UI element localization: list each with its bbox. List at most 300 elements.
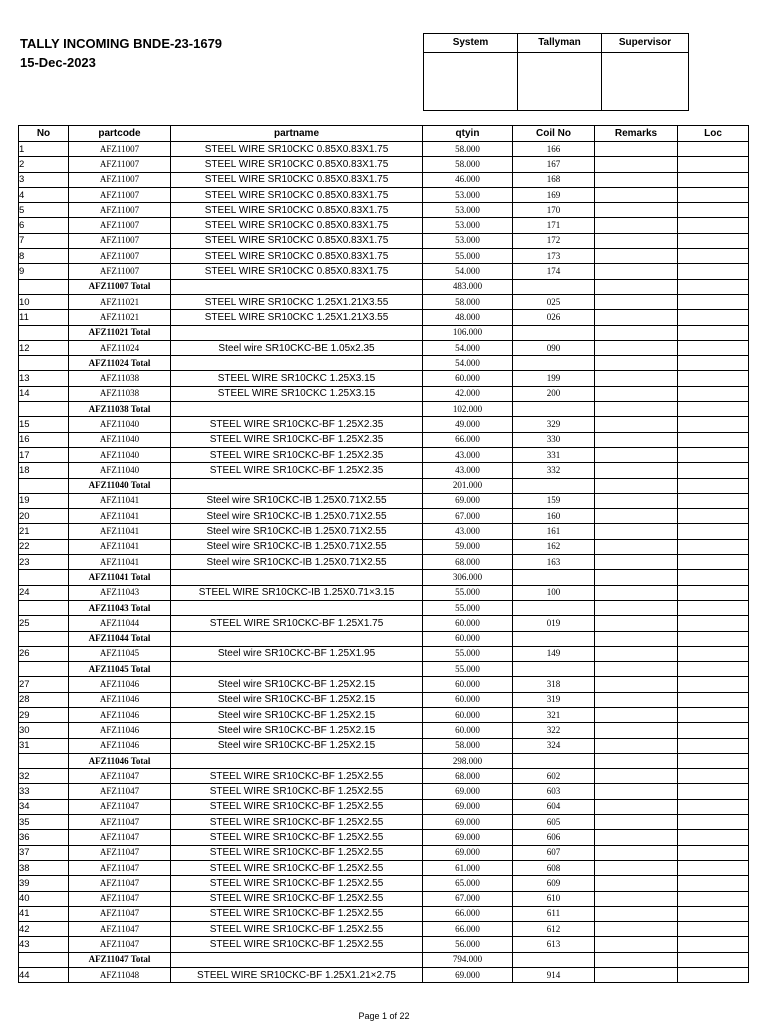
cell-no: 16 bbox=[19, 432, 69, 447]
cell-loc bbox=[678, 692, 749, 707]
cell-remarks bbox=[595, 325, 678, 340]
subtotal-row bbox=[19, 478, 749, 493]
cell-qtyin: 68.000 bbox=[423, 555, 513, 570]
cell-remarks bbox=[595, 432, 678, 447]
cell-qtyin: 48.000 bbox=[423, 310, 513, 325]
cell-qtyin: 66.000 bbox=[423, 432, 513, 447]
table-row bbox=[19, 386, 749, 401]
cell-coil-no: 613 bbox=[513, 937, 595, 952]
cell-loc bbox=[678, 968, 749, 983]
cell-qtyin: 66.000 bbox=[423, 906, 513, 921]
cell-coil-no: 321 bbox=[513, 707, 595, 722]
cell-loc bbox=[678, 157, 749, 172]
cell-partcode: AFZ11024 Total bbox=[69, 356, 171, 371]
cell-no: 27 bbox=[19, 677, 69, 692]
cell-qtyin: 58.000 bbox=[423, 738, 513, 753]
cell-partname bbox=[171, 952, 423, 967]
cell-qtyin: 201.000 bbox=[423, 478, 513, 493]
cell-remarks bbox=[595, 600, 678, 615]
table-row bbox=[19, 815, 749, 830]
cell-qtyin: 69.000 bbox=[423, 845, 513, 860]
table-row bbox=[19, 585, 749, 600]
cell-qtyin: 67.000 bbox=[423, 891, 513, 906]
cell-coil-no: 162 bbox=[513, 539, 595, 554]
cell-partname: Steel wire SR10CKC-IB 1.25X0.71X2.55 bbox=[171, 524, 423, 539]
table-row bbox=[19, 784, 749, 799]
cell-no: 13 bbox=[19, 371, 69, 386]
cell-loc bbox=[678, 509, 749, 524]
table-row bbox=[19, 264, 749, 279]
cell-no: 42 bbox=[19, 922, 69, 937]
cell-no bbox=[19, 478, 69, 493]
cell-remarks bbox=[595, 738, 678, 753]
cell-qtyin: 43.000 bbox=[423, 463, 513, 478]
cell-coil-no: 319 bbox=[513, 692, 595, 707]
cell-partname: Steel wire SR10CKC-IB 1.25X0.71X2.55 bbox=[171, 555, 423, 570]
cell-partname: STEEL WIRE SR10CKC-BF 1.25X2.55 bbox=[171, 922, 423, 937]
cell-no: 40 bbox=[19, 891, 69, 906]
table-row bbox=[19, 340, 749, 355]
cell-partname: Steel wire SR10CKC-IB 1.25X0.71X2.55 bbox=[171, 539, 423, 554]
cell-partcode: AFZ11038 bbox=[69, 386, 171, 401]
cell-qtyin: 60.000 bbox=[423, 692, 513, 707]
cell-remarks bbox=[595, 249, 678, 264]
cell-coil-no: 026 bbox=[513, 310, 595, 325]
cell-loc bbox=[678, 172, 749, 187]
cell-loc bbox=[678, 784, 749, 799]
cell-partcode: AFZ11007 bbox=[69, 172, 171, 187]
cell-coil-no: 604 bbox=[513, 799, 595, 814]
cell-loc bbox=[678, 524, 749, 539]
cell-no: 32 bbox=[19, 769, 69, 784]
signoff-cell-supervisor bbox=[602, 53, 688, 110]
document-title: TALLY INCOMING BNDE-23-1679 bbox=[20, 36, 223, 51]
cell-partname: STEEL WIRE SR10CKC 0.85X0.83X1.75 bbox=[171, 142, 423, 157]
cell-no bbox=[19, 279, 69, 294]
cell-coil-no: 914 bbox=[513, 968, 595, 983]
cell-partname: Steel wire SR10CKC-BF 1.25X2.15 bbox=[171, 692, 423, 707]
cell-qtyin: 55.000 bbox=[423, 662, 513, 677]
table-row bbox=[19, 799, 749, 814]
cell-qtyin: 43.000 bbox=[423, 524, 513, 539]
cell-partname: STEEL WIRE SR10CKC 1.25X3.15 bbox=[171, 371, 423, 386]
cell-coil-no: 609 bbox=[513, 876, 595, 891]
cell-loc bbox=[678, 662, 749, 677]
cell-loc bbox=[678, 539, 749, 554]
cell-remarks bbox=[595, 860, 678, 875]
cell-qtyin: 60.000 bbox=[423, 371, 513, 386]
cell-coil-no bbox=[513, 279, 595, 294]
cell-coil-no bbox=[513, 325, 595, 340]
cell-remarks bbox=[595, 692, 678, 707]
cell-no: 4 bbox=[19, 187, 69, 202]
cell-no bbox=[19, 952, 69, 967]
cell-qtyin: 483.000 bbox=[423, 279, 513, 294]
cell-loc bbox=[678, 447, 749, 462]
cell-coil-no: 163 bbox=[513, 555, 595, 570]
cell-partcode: AFZ11047 bbox=[69, 876, 171, 891]
cell-no: 34 bbox=[19, 799, 69, 814]
cell-remarks bbox=[595, 707, 678, 722]
cell-qtyin: 53.000 bbox=[423, 233, 513, 248]
cell-no bbox=[19, 600, 69, 615]
subtotal-row bbox=[19, 570, 749, 585]
cell-partname: STEEL WIRE SR10CKC 0.85X0.83X1.75 bbox=[171, 172, 423, 187]
table-row bbox=[19, 723, 749, 738]
cell-qtyin: 61.000 bbox=[423, 860, 513, 875]
cell-qtyin: 67.000 bbox=[423, 509, 513, 524]
cell-coil-no: 611 bbox=[513, 906, 595, 921]
document-date: 15-Dec-2023 bbox=[20, 55, 96, 70]
cell-partname: STEEL WIRE SR10CKC-BF 1.25X2.55 bbox=[171, 784, 423, 799]
cell-partcode: AFZ11041 bbox=[69, 493, 171, 508]
cell-qtyin: 58.000 bbox=[423, 157, 513, 172]
cell-partcode: AFZ11021 bbox=[69, 294, 171, 309]
cell-partcode: AFZ11047 Total bbox=[69, 952, 171, 967]
cell-coil-no bbox=[513, 356, 595, 371]
cell-loc bbox=[678, 478, 749, 493]
cell-coil-no: 170 bbox=[513, 203, 595, 218]
cell-remarks bbox=[595, 570, 678, 585]
cell-loc bbox=[678, 891, 749, 906]
subtotal-row bbox=[19, 402, 749, 417]
cell-coil-no: 171 bbox=[513, 218, 595, 233]
signoff-header-supervisor: Supervisor bbox=[602, 34, 688, 53]
cell-loc bbox=[678, 906, 749, 921]
cell-partname bbox=[171, 570, 423, 585]
cell-partname bbox=[171, 325, 423, 340]
cell-partcode: AFZ11007 bbox=[69, 203, 171, 218]
cell-partname: Steel wire SR10CKC-IB 1.25X0.71X2.55 bbox=[171, 509, 423, 524]
cell-no: 15 bbox=[19, 417, 69, 432]
table-row bbox=[19, 692, 749, 707]
cell-remarks bbox=[595, 447, 678, 462]
cell-remarks bbox=[595, 417, 678, 432]
cell-partcode: AFZ11043 bbox=[69, 585, 171, 600]
page-number: Page 1 of 22 bbox=[358, 1011, 410, 1021]
cell-remarks bbox=[595, 677, 678, 692]
cell-coil-no bbox=[513, 952, 595, 967]
cell-partcode: AFZ11007 Total bbox=[69, 279, 171, 294]
cell-qtyin: 53.000 bbox=[423, 203, 513, 218]
cell-partname: STEEL WIRE SR10CKC-BF 1.25X1.75 bbox=[171, 616, 423, 631]
cell-remarks bbox=[595, 631, 678, 646]
table-row bbox=[19, 539, 749, 554]
cell-remarks bbox=[595, 555, 678, 570]
cell-loc bbox=[678, 631, 749, 646]
cell-no: 19 bbox=[19, 493, 69, 508]
signoff-cell-tallyman bbox=[518, 53, 602, 110]
cell-remarks bbox=[595, 830, 678, 845]
cell-remarks bbox=[595, 172, 678, 187]
cell-partcode: AFZ11046 Total bbox=[69, 753, 171, 768]
cell-qtyin: 56.000 bbox=[423, 937, 513, 952]
cell-loc bbox=[678, 876, 749, 891]
cell-loc bbox=[678, 142, 749, 157]
cell-remarks bbox=[595, 968, 678, 983]
col-header-qtyin: qtyin bbox=[423, 126, 513, 142]
cell-remarks bbox=[595, 845, 678, 860]
table-row bbox=[19, 233, 749, 248]
cell-partname: Steel wire SR10CKC-BF 1.25X2.15 bbox=[171, 723, 423, 738]
cell-loc bbox=[678, 952, 749, 967]
cell-qtyin: 60.000 bbox=[423, 616, 513, 631]
cell-no: 25 bbox=[19, 616, 69, 631]
cell-no bbox=[19, 325, 69, 340]
cell-coil-no: 322 bbox=[513, 723, 595, 738]
cell-no: 43 bbox=[19, 937, 69, 952]
cell-partcode: AFZ11021 Total bbox=[69, 325, 171, 340]
cell-partcode: AFZ11046 bbox=[69, 692, 171, 707]
cell-qtyin: 46.000 bbox=[423, 172, 513, 187]
table-row bbox=[19, 203, 749, 218]
table-row bbox=[19, 830, 749, 845]
cell-remarks bbox=[595, 356, 678, 371]
cell-partname: STEEL WIRE SR10CKC-BF 1.25X2.35 bbox=[171, 432, 423, 447]
cell-coil-no: 324 bbox=[513, 738, 595, 753]
cell-partname: STEEL WIRE SR10CKC 0.85X0.83X1.75 bbox=[171, 157, 423, 172]
cell-qtyin: 65.000 bbox=[423, 876, 513, 891]
cell-qtyin: 66.000 bbox=[423, 922, 513, 937]
cell-loc bbox=[678, 187, 749, 202]
cell-coil-no: 025 bbox=[513, 294, 595, 309]
cell-no: 9 bbox=[19, 264, 69, 279]
cell-remarks bbox=[595, 769, 678, 784]
cell-qtyin: 54.000 bbox=[423, 356, 513, 371]
cell-partname: Steel wire SR10CKC-BF 1.25X2.15 bbox=[171, 738, 423, 753]
table-row bbox=[19, 142, 749, 157]
cell-loc bbox=[678, 417, 749, 432]
cell-partcode: AFZ11046 bbox=[69, 707, 171, 722]
cell-remarks bbox=[595, 478, 678, 493]
cell-partname: STEEL WIRE SR10CKC-BF 1.25X2.35 bbox=[171, 417, 423, 432]
cell-loc bbox=[678, 830, 749, 845]
subtotal-row bbox=[19, 600, 749, 615]
cell-partname: STEEL WIRE SR10CKC-BF 1.25X2.55 bbox=[171, 769, 423, 784]
cell-partname: STEEL WIRE SR10CKC-BF 1.25X2.35 bbox=[171, 447, 423, 462]
table-row bbox=[19, 677, 749, 692]
cell-coil-no: 167 bbox=[513, 157, 595, 172]
table-row bbox=[19, 493, 749, 508]
cell-no: 35 bbox=[19, 815, 69, 830]
cell-no: 26 bbox=[19, 646, 69, 661]
cell-partcode: AFZ11040 Total bbox=[69, 478, 171, 493]
cell-loc bbox=[678, 677, 749, 692]
cell-partname bbox=[171, 753, 423, 768]
cell-qtyin: 60.000 bbox=[423, 677, 513, 692]
cell-coil-no: 605 bbox=[513, 815, 595, 830]
cell-partcode: AFZ11040 bbox=[69, 432, 171, 447]
cell-partcode: AFZ11038 Total bbox=[69, 402, 171, 417]
cell-partname: Steel wire SR10CKC-BF 1.25X2.15 bbox=[171, 707, 423, 722]
cell-remarks bbox=[595, 340, 678, 355]
cell-qtyin: 58.000 bbox=[423, 142, 513, 157]
cell-partcode: AFZ11045 bbox=[69, 646, 171, 661]
table-row bbox=[19, 707, 749, 722]
cell-qtyin: 54.000 bbox=[423, 264, 513, 279]
cell-partcode: AFZ11040 bbox=[69, 463, 171, 478]
cell-coil-no: 602 bbox=[513, 769, 595, 784]
cell-coil-no: 332 bbox=[513, 463, 595, 478]
cell-remarks bbox=[595, 937, 678, 952]
cell-loc bbox=[678, 646, 749, 661]
cell-no: 38 bbox=[19, 860, 69, 875]
cell-partcode: AFZ11043 Total bbox=[69, 600, 171, 615]
cell-coil-no: 329 bbox=[513, 417, 595, 432]
cell-no: 7 bbox=[19, 233, 69, 248]
cell-partcode: AFZ11041 Total bbox=[69, 570, 171, 585]
cell-qtyin: 69.000 bbox=[423, 968, 513, 983]
cell-remarks bbox=[595, 386, 678, 401]
cell-qtyin: 794.000 bbox=[423, 952, 513, 967]
cell-loc bbox=[678, 738, 749, 753]
cell-partcode: AFZ11007 bbox=[69, 157, 171, 172]
cell-remarks bbox=[595, 371, 678, 386]
cell-no bbox=[19, 356, 69, 371]
table-row bbox=[19, 845, 749, 860]
cell-coil-no: 608 bbox=[513, 860, 595, 875]
cell-partname: Steel wire SR10CKC-IB 1.25X0.71X2.55 bbox=[171, 493, 423, 508]
cell-coil-no: 610 bbox=[513, 891, 595, 906]
cell-coil-no: 603 bbox=[513, 784, 595, 799]
table-row bbox=[19, 891, 749, 906]
cell-partname bbox=[171, 631, 423, 646]
cell-remarks bbox=[595, 187, 678, 202]
tally-table bbox=[18, 125, 749, 983]
cell-partcode: AFZ11041 bbox=[69, 524, 171, 539]
cell-loc bbox=[678, 600, 749, 615]
cell-coil-no: 168 bbox=[513, 172, 595, 187]
cell-coil-no: 019 bbox=[513, 616, 595, 631]
cell-partcode: AFZ11007 bbox=[69, 249, 171, 264]
cell-partname: STEEL WIRE SR10CKC-BF 1.25X2.55 bbox=[171, 845, 423, 860]
cell-remarks bbox=[595, 952, 678, 967]
cell-loc bbox=[678, 294, 749, 309]
cell-partname: STEEL WIRE SR10CKC 0.85X0.83X1.75 bbox=[171, 264, 423, 279]
cell-no bbox=[19, 570, 69, 585]
cell-coil-no: 159 bbox=[513, 493, 595, 508]
cell-partname: STEEL WIRE SR10CKC-BF 1.25X2.55 bbox=[171, 815, 423, 830]
cell-qtyin: 60.000 bbox=[423, 631, 513, 646]
table-row bbox=[19, 860, 749, 875]
cell-no: 5 bbox=[19, 203, 69, 218]
cell-partcode: AFZ11007 bbox=[69, 264, 171, 279]
cell-qtyin: 69.000 bbox=[423, 799, 513, 814]
cell-no: 20 bbox=[19, 509, 69, 524]
cell-remarks bbox=[595, 233, 678, 248]
cell-coil-no: 173 bbox=[513, 249, 595, 264]
cell-loc bbox=[678, 218, 749, 233]
cell-coil-no: 606 bbox=[513, 830, 595, 845]
cell-partname: STEEL WIRE SR10CKC 0.85X0.83X1.75 bbox=[171, 233, 423, 248]
cell-partname: STEEL WIRE SR10CKC-BF 1.25X2.55 bbox=[171, 876, 423, 891]
cell-partcode: AFZ11046 bbox=[69, 677, 171, 692]
table-row bbox=[19, 906, 749, 921]
cell-no: 17 bbox=[19, 447, 69, 462]
cell-coil-no: 174 bbox=[513, 264, 595, 279]
cell-coil-no: 200 bbox=[513, 386, 595, 401]
table-row bbox=[19, 616, 749, 631]
table-row bbox=[19, 432, 749, 447]
cell-partname: STEEL WIRE SR10CKC-BF 1.25X2.35 bbox=[171, 463, 423, 478]
table-row bbox=[19, 371, 749, 386]
cell-coil-no: 161 bbox=[513, 524, 595, 539]
table-row bbox=[19, 646, 749, 661]
cell-coil-no: 166 bbox=[513, 142, 595, 157]
cell-coil-no: 318 bbox=[513, 677, 595, 692]
cell-partname: STEEL WIRE SR10CKC 0.85X0.83X1.75 bbox=[171, 218, 423, 233]
cell-coil-no bbox=[513, 402, 595, 417]
cell-no bbox=[19, 662, 69, 677]
cell-loc bbox=[678, 769, 749, 784]
cell-partcode: AFZ11021 bbox=[69, 310, 171, 325]
cell-loc bbox=[678, 402, 749, 417]
cell-no bbox=[19, 631, 69, 646]
cell-loc bbox=[678, 937, 749, 952]
cell-no: 8 bbox=[19, 249, 69, 264]
cell-loc bbox=[678, 555, 749, 570]
cell-partcode: AFZ11038 bbox=[69, 371, 171, 386]
cell-remarks bbox=[595, 402, 678, 417]
col-header-no: No bbox=[19, 126, 69, 142]
cell-remarks bbox=[595, 906, 678, 921]
cell-no: 31 bbox=[19, 738, 69, 753]
cell-no: 18 bbox=[19, 463, 69, 478]
cell-qtyin: 69.000 bbox=[423, 784, 513, 799]
cell-no: 39 bbox=[19, 876, 69, 891]
subtotal-row bbox=[19, 279, 749, 294]
cell-loc bbox=[678, 493, 749, 508]
cell-remarks bbox=[595, 509, 678, 524]
cell-remarks bbox=[595, 157, 678, 172]
cell-no: 23 bbox=[19, 555, 69, 570]
cell-partname: STEEL WIRE SR10CKC-BF 1.25X2.55 bbox=[171, 860, 423, 875]
cell-partcode: AFZ11047 bbox=[69, 922, 171, 937]
table-row bbox=[19, 555, 749, 570]
cell-qtyin: 54.000 bbox=[423, 340, 513, 355]
cell-remarks bbox=[595, 264, 678, 279]
cell-remarks bbox=[595, 753, 678, 768]
cell-partname: STEEL WIRE SR10CKC-BF 1.25X2.55 bbox=[171, 906, 423, 921]
table-row bbox=[19, 187, 749, 202]
table-row bbox=[19, 769, 749, 784]
cell-remarks bbox=[595, 723, 678, 738]
cell-coil-no: 149 bbox=[513, 646, 595, 661]
cell-partcode: AFZ11047 bbox=[69, 845, 171, 860]
cell-no: 41 bbox=[19, 906, 69, 921]
cell-loc bbox=[678, 432, 749, 447]
signoff-cell-system bbox=[424, 53, 518, 110]
cell-partcode: AFZ11047 bbox=[69, 891, 171, 906]
cell-coil-no: 331 bbox=[513, 447, 595, 462]
cell-remarks bbox=[595, 646, 678, 661]
col-header-loc: Loc bbox=[678, 126, 749, 142]
table-row bbox=[19, 310, 749, 325]
cell-no: 28 bbox=[19, 692, 69, 707]
cell-partname: STEEL WIRE SR10CKC-IB 1.25X0.71×3.15 bbox=[171, 585, 423, 600]
cell-no: 29 bbox=[19, 707, 69, 722]
cell-coil-no: 172 bbox=[513, 233, 595, 248]
table-row bbox=[19, 937, 749, 952]
cell-partname: STEEL WIRE SR10CKC 1.25X1.21X3.55 bbox=[171, 294, 423, 309]
cell-loc bbox=[678, 356, 749, 371]
cell-qtyin: 59.000 bbox=[423, 539, 513, 554]
cell-coil-no bbox=[513, 662, 595, 677]
cell-partname: STEEL WIRE SR10CKC 1.25X3.15 bbox=[171, 386, 423, 401]
cell-loc bbox=[678, 585, 749, 600]
cell-partcode: AFZ11048 bbox=[69, 968, 171, 983]
cell-coil-no: 169 bbox=[513, 187, 595, 202]
